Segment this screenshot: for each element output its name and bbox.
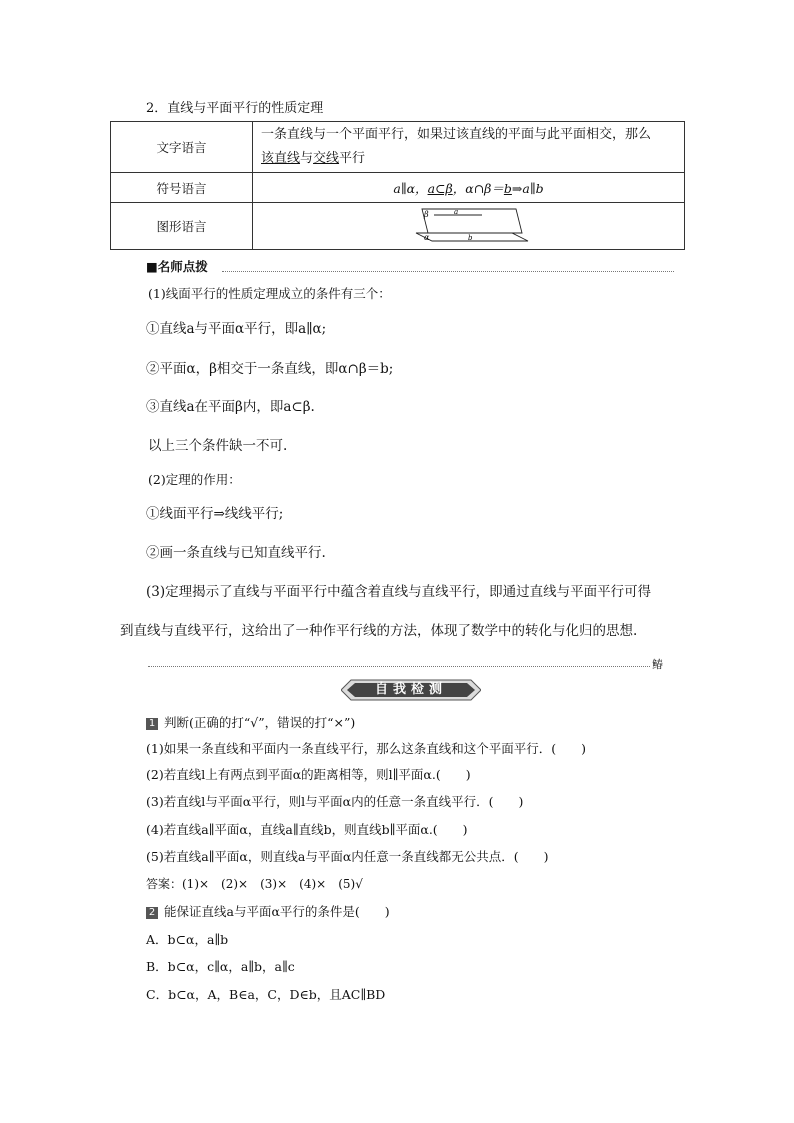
judge-item: (5)若直线a∥平面α，则直线a与平面α内任意一条直线都无公共点．( ) xyxy=(146,849,549,864)
table-row xyxy=(111,122,685,173)
tips-point-2: (2)定理的作用： xyxy=(148,472,241,487)
option-c: C．b⊂α，A，B∈a，C，D∈b，且AC∥BD xyxy=(146,987,386,1002)
banner-label: 自我检测 xyxy=(374,682,447,697)
table-row xyxy=(111,173,685,203)
table-row xyxy=(111,203,685,250)
figure-cell xyxy=(253,203,685,250)
tips-point-1: (1)线面平行的性质定理成立的条件有三个： xyxy=(148,286,391,301)
theorem-table xyxy=(110,121,685,250)
question-number: 2 xyxy=(146,907,158,919)
beta-label: β xyxy=(423,210,429,219)
tips-point-3-line2: 到直线与直线平行，这给出了一种作平行线的方法，体现了数学中的转化与化归的思想. xyxy=(120,623,638,639)
usage-2: ②画一条直线与已知直线平行. xyxy=(146,545,326,561)
condition-note: 以上三个条件缺一不可. xyxy=(148,438,288,454)
option-b: B．b⊂α，c∥α，a∥b，a∥c xyxy=(146,959,295,974)
symbol-language-cell: a∥α，a⊂β，α∩β＝b⇒a∥b xyxy=(253,173,685,203)
b-label: b xyxy=(467,234,472,242)
text-language-cell: 一条直线与一个平面平行，如果过该直线的平面与此平面相交，那么 该直线与交线平行 xyxy=(253,122,685,173)
tips-point-3-line1: (3)定理揭示了直线与平面平行中蕴含着直线与直线平行，即通过直线与平面平行可得 xyxy=(146,584,652,600)
judge-item: (2)若直线l上有两点到平面α的距离相等，则l∥平面α.( ) xyxy=(146,767,471,782)
row-label: 文字语言 xyxy=(111,122,253,173)
divider xyxy=(148,666,650,667)
condition-2: ②平面α，β相交于一条直线，即α∩β＝b; xyxy=(146,361,394,377)
condition-1: ①直线a与平面α平行，即a∥α; xyxy=(146,321,327,337)
judge-item: (1)如果一条直线和平面内一条直线平行，那么这条直线和这个平面平行．( ) xyxy=(146,741,586,756)
judge-item: (3)若直线l与平面α平行，则l与平面α内的任意一条直线平行．( ) xyxy=(146,794,524,809)
tips-heading: ■名师点拨 xyxy=(146,259,208,274)
row-label: 符号语言 xyxy=(111,173,253,203)
alpha-label: α xyxy=(423,233,429,242)
self-check-banner xyxy=(341,679,481,701)
question-1-stem: 1 判断(正确的打“√”，错误的打“×”) xyxy=(146,713,355,731)
section-title: 2．直线与平面平行的性质定理 xyxy=(146,101,324,116)
answer-line: 答案：(1)× (2)× (3)× (4)× (5)√ xyxy=(146,877,363,891)
question-2-stem: 2 能保证直线a与平面α平行的条件是( ) xyxy=(146,902,390,920)
judge-item: (4)若直线a∥平面α，直线a∥直线b，则直线b∥平面α.( ) xyxy=(146,822,468,837)
a-label: a xyxy=(453,208,458,216)
question-number: 1 xyxy=(146,718,158,730)
row-label: 图形语言 xyxy=(111,203,253,250)
divider xyxy=(222,271,674,272)
end-mark: 䲠 xyxy=(652,658,663,671)
condition-3: ③直线a在平面β内，即a⊂β. xyxy=(146,399,315,415)
option-a: A．b⊂α，a∥b xyxy=(146,932,229,947)
usage-1: ①线面平行⇒线线平行; xyxy=(146,506,284,522)
planes-figure xyxy=(404,206,534,246)
